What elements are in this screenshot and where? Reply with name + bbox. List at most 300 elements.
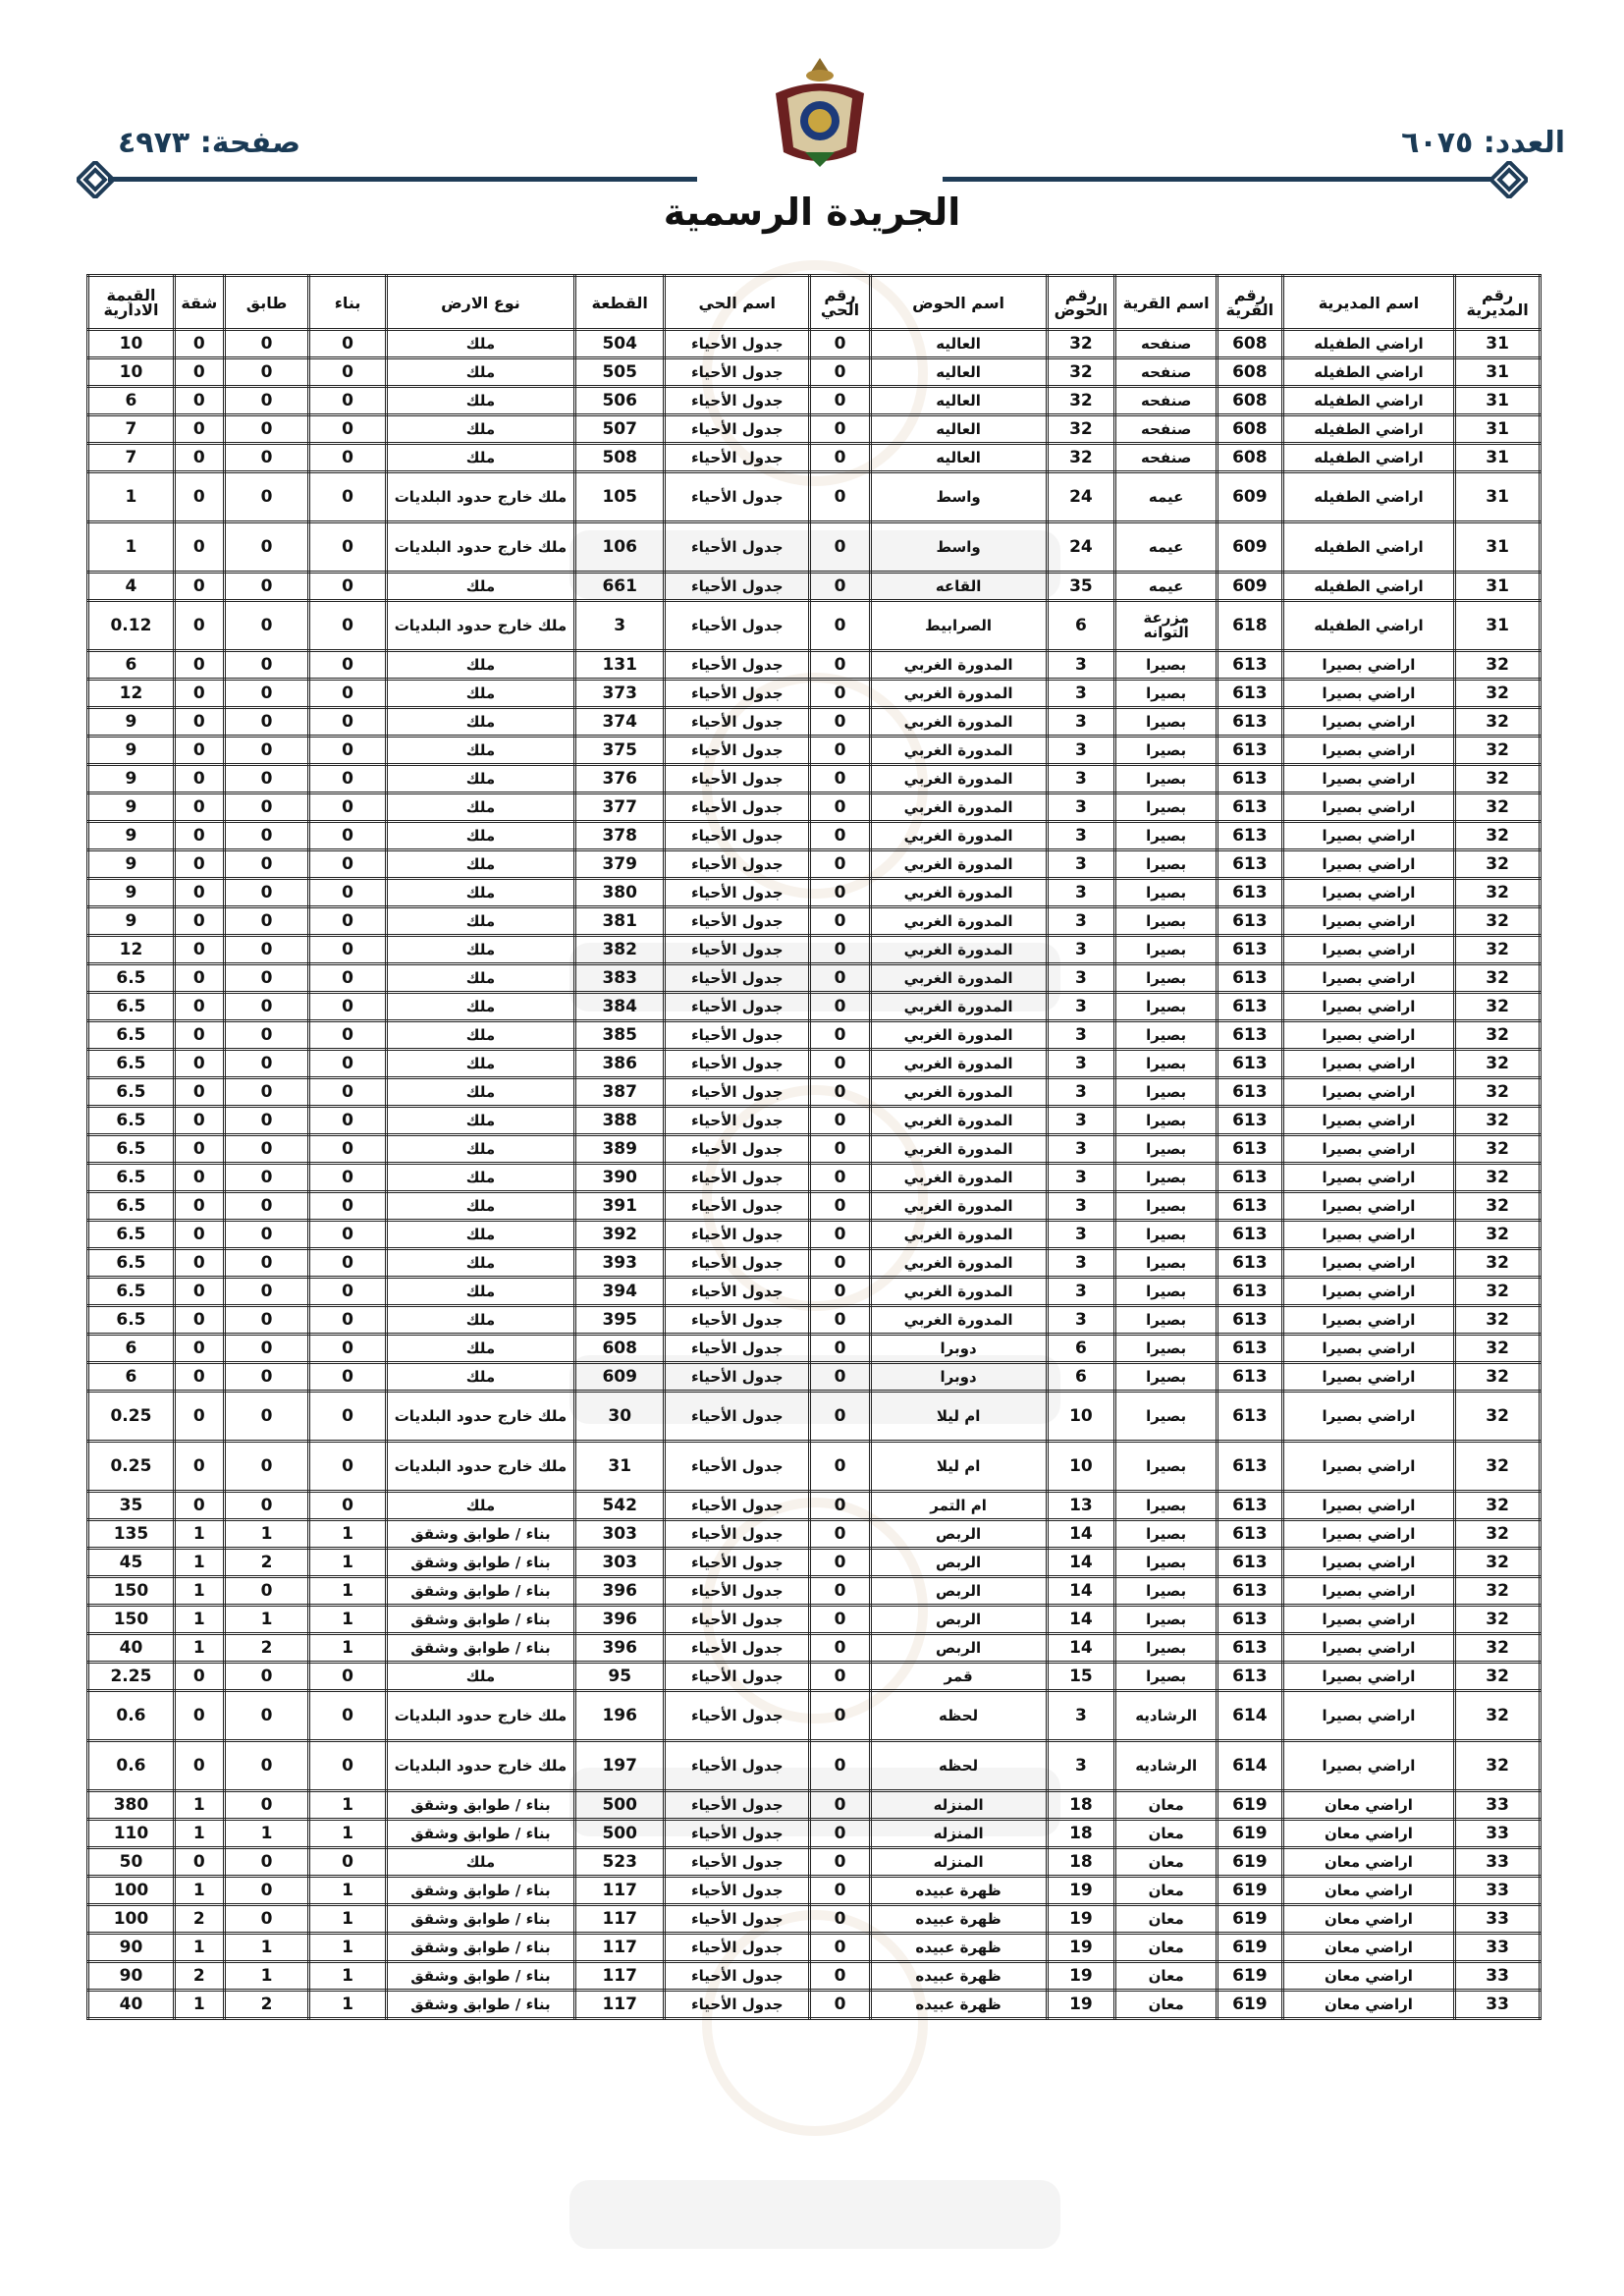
- table-cell: 31: [1455, 444, 1541, 472]
- table-cell: 7: [88, 444, 175, 472]
- table-cell: اراضي بصيرا: [1282, 1135, 1455, 1164]
- table-cell: 135: [88, 1520, 175, 1549]
- table-cell: 0: [810, 1492, 870, 1520]
- table-cell: ملك: [386, 964, 575, 993]
- table-cell: 0: [810, 1335, 870, 1363]
- table-cell: 0: [309, 1164, 386, 1192]
- table-cell: 0: [224, 415, 309, 444]
- table-cell: 0: [810, 737, 870, 765]
- table-row: [88, 993, 1541, 1021]
- table-cell: 32: [1455, 1520, 1541, 1549]
- table-cell: اراضي الطفيله: [1282, 472, 1455, 522]
- table-cell: 0: [810, 850, 870, 879]
- table-cell: اراضي بصيرا: [1282, 879, 1455, 907]
- table-cell: 619: [1218, 1877, 1283, 1905]
- table-cell: اراضي الطفيله: [1282, 387, 1455, 415]
- table-cell: العاليه: [870, 444, 1047, 472]
- table-cell: ملك: [386, 708, 575, 737]
- table-cell: 1: [224, 1934, 309, 1962]
- table-cell: اراضي بصيرا: [1282, 793, 1455, 822]
- table-cell: 0.25: [88, 1442, 175, 1492]
- table-cell: بصيرا: [1115, 1306, 1218, 1335]
- table-cell: 0: [309, 415, 386, 444]
- table-cell: اراضي بصيرا: [1282, 1221, 1455, 1249]
- table-cell: 381: [575, 907, 665, 936]
- table-cell: ملك: [386, 793, 575, 822]
- table-cell: الربص: [870, 1549, 1047, 1577]
- table-cell: بصيرا: [1115, 1221, 1218, 1249]
- table-cell: 0: [174, 415, 224, 444]
- table-cell: المدورة الغربي: [870, 1050, 1047, 1078]
- table-cell: الصرابيط: [870, 601, 1047, 651]
- table-cell: 385: [575, 1021, 665, 1050]
- table-cell: ملك: [386, 1050, 575, 1078]
- table-cell: 0: [174, 1392, 224, 1442]
- table-cell: 0: [309, 387, 386, 415]
- table-cell: 0: [224, 1078, 309, 1107]
- table-cell: 0: [810, 522, 870, 573]
- table-cell: 394: [575, 1278, 665, 1306]
- table-cell: اراضي بصيرا: [1282, 822, 1455, 850]
- table-cell: اراضي بصيرا: [1282, 993, 1455, 1021]
- table-cell: ملك: [386, 1663, 575, 1691]
- table-cell: صنفحه: [1115, 330, 1218, 358]
- table-cell: بصيرا: [1115, 680, 1218, 708]
- table-cell: 110: [88, 1820, 175, 1848]
- table-cell: 609: [575, 1363, 665, 1392]
- table-cell: قمر: [870, 1663, 1047, 1691]
- header-rule-right: [943, 177, 1492, 182]
- table-cell: 0: [174, 1278, 224, 1306]
- table-cell: 197: [575, 1741, 665, 1791]
- table-cell: 18: [1047, 1820, 1115, 1848]
- table-cell: 24: [1047, 472, 1115, 522]
- table-cell: 14: [1047, 1520, 1115, 1549]
- table-cell: 1: [224, 1962, 309, 1991]
- table-cell: 3: [1047, 1192, 1115, 1221]
- table-cell: 613: [1218, 680, 1283, 708]
- table-cell: 0: [174, 1249, 224, 1278]
- table-cell: 0: [810, 879, 870, 907]
- table-cell: 0: [224, 708, 309, 737]
- table-row: [88, 387, 1541, 415]
- table-cell: معان: [1115, 1905, 1218, 1934]
- table-cell: 1: [309, 1905, 386, 1934]
- table-cell: جدول الأحياء: [665, 472, 810, 522]
- column-header: اسم الحوض: [870, 276, 1047, 330]
- table-cell: 1: [224, 1820, 309, 1848]
- table-cell: 0: [309, 1442, 386, 1492]
- table-cell: ملك: [386, 415, 575, 444]
- table-cell: الرشاديه: [1115, 1741, 1218, 1791]
- table-cell: بصيرا: [1115, 1164, 1218, 1192]
- table-cell: لحظه: [870, 1741, 1047, 1791]
- table-cell: ملك: [386, 1848, 575, 1877]
- table-cell: 383: [575, 964, 665, 993]
- table-cell: 2: [174, 1962, 224, 1991]
- table-cell: 0: [309, 1278, 386, 1306]
- table-cell: 0: [309, 330, 386, 358]
- table-cell: 1: [309, 1634, 386, 1663]
- table-cell: 14: [1047, 1577, 1115, 1606]
- table-cell: 0: [174, 1135, 224, 1164]
- table-cell: اراضي الطفيله: [1282, 601, 1455, 651]
- table-row: [88, 850, 1541, 879]
- table-cell: بناء / طوابق وشقق: [386, 1549, 575, 1577]
- table-cell: ملك: [386, 330, 575, 358]
- table-cell: 0: [174, 651, 224, 680]
- table-cell: جدول الأحياء: [665, 1050, 810, 1078]
- table-cell: 32: [1455, 1306, 1541, 1335]
- table-cell: 0: [174, 573, 224, 601]
- table-cell: 0: [810, 1820, 870, 1848]
- table-cell: 0: [224, 765, 309, 793]
- table-cell: 608: [1218, 387, 1283, 415]
- table-cell: 0: [810, 1691, 870, 1741]
- table-cell: 0: [309, 765, 386, 793]
- table-cell: 0: [309, 850, 386, 879]
- table-cell: 0: [810, 358, 870, 387]
- table-row: [88, 1791, 1541, 1820]
- table-cell: 1: [174, 1820, 224, 1848]
- table-row: [88, 708, 1541, 737]
- table-cell: ملك: [386, 358, 575, 387]
- table-cell: 661: [575, 573, 665, 601]
- table-cell: 6: [1047, 601, 1115, 651]
- table-cell: 2: [224, 1549, 309, 1577]
- table-cell: 32: [1047, 415, 1115, 444]
- table-cell: جدول الأحياء: [665, 387, 810, 415]
- table-cell: 0: [810, 765, 870, 793]
- table-cell: جدول الأحياء: [665, 415, 810, 444]
- table-cell: صنفحه: [1115, 387, 1218, 415]
- table-cell: المدورة الغربي: [870, 708, 1047, 737]
- table-cell: اراضي بصيرا: [1282, 1392, 1455, 1442]
- table-cell: 613: [1218, 1107, 1283, 1135]
- table-cell: بصيرا: [1115, 993, 1218, 1021]
- table-cell: جدول الأحياء: [665, 993, 810, 1021]
- table-cell: جدول الأحياء: [665, 1791, 810, 1820]
- table-cell: 30: [575, 1392, 665, 1442]
- table-cell: المدورة الغربي: [870, 737, 1047, 765]
- table-cell: 393: [575, 1249, 665, 1278]
- table-cell: 0: [810, 993, 870, 1021]
- table-cell: 32: [1455, 964, 1541, 993]
- table-cell: 1: [309, 1934, 386, 1962]
- table-cell: 32: [1047, 330, 1115, 358]
- table-cell: 32: [1455, 993, 1541, 1021]
- column-header: اسم الحي: [665, 276, 810, 330]
- table-cell: 613: [1218, 993, 1283, 1021]
- table-cell: 0: [810, 1877, 870, 1905]
- table-cell: 374: [575, 708, 665, 737]
- table-cell: 0: [224, 1363, 309, 1392]
- table-cell: 3: [1047, 651, 1115, 680]
- table-cell: ظهرة عبيده: [870, 1905, 1047, 1934]
- table-cell: ام ليلا: [870, 1392, 1047, 1442]
- column-header: رقم المديرية: [1455, 276, 1541, 330]
- table-cell: اراضي بصيرا: [1282, 1050, 1455, 1078]
- table-cell: 0: [224, 1791, 309, 1820]
- table-cell: 0: [174, 444, 224, 472]
- table-cell: جدول الأحياء: [665, 601, 810, 651]
- table-row: [88, 1192, 1541, 1221]
- table-cell: ملك: [386, 1164, 575, 1192]
- table-cell: 0: [309, 1192, 386, 1221]
- table-cell: 613: [1218, 1335, 1283, 1363]
- table-cell: 33: [1455, 1962, 1541, 1991]
- table-row: [88, 1741, 1541, 1791]
- table-cell: 10: [88, 330, 175, 358]
- table-cell: 6: [1047, 1335, 1115, 1363]
- table-cell: بصيرا: [1115, 1606, 1218, 1634]
- table-cell: ملك خارج حدود البلديات: [386, 522, 575, 573]
- table-cell: 31: [575, 1442, 665, 1492]
- table-cell: المدورة الغربي: [870, 964, 1047, 993]
- table-cell: معان: [1115, 1877, 1218, 1905]
- table-cell: 1: [174, 1606, 224, 1634]
- table-cell: 3: [1047, 737, 1115, 765]
- table-cell: جدول الأحياء: [665, 1848, 810, 1877]
- table-cell: 0: [224, 387, 309, 415]
- table-cell: 376: [575, 765, 665, 793]
- table-cell: 32: [1455, 1050, 1541, 1078]
- table-cell: 613: [1218, 737, 1283, 765]
- table-cell: جدول الأحياء: [665, 1877, 810, 1905]
- table-cell: 613: [1218, 964, 1283, 993]
- table-cell: 18: [1047, 1791, 1115, 1820]
- table-cell: جدول الأحياء: [665, 1934, 810, 1962]
- table-cell: جدول الأحياء: [665, 1520, 810, 1549]
- table-cell: 0: [224, 850, 309, 879]
- table-cell: 0: [309, 1249, 386, 1278]
- column-header: اسم المديرية: [1282, 276, 1455, 330]
- table-row: [88, 1934, 1541, 1962]
- table-cell: 32: [1047, 444, 1115, 472]
- table-cell: 6.5: [88, 1249, 175, 1278]
- table-cell: جدول الأحياء: [665, 651, 810, 680]
- table-cell: 32: [1455, 1549, 1541, 1577]
- table-cell: 1: [174, 1549, 224, 1577]
- table-cell: ظهرة عبيده: [870, 1934, 1047, 1962]
- table-cell: 1: [309, 1820, 386, 1848]
- table-cell: 609: [1218, 522, 1283, 573]
- table-cell: 613: [1218, 907, 1283, 936]
- table-cell: ملك: [386, 1363, 575, 1392]
- table-cell: 6.5: [88, 1107, 175, 1135]
- table-cell: 0: [224, 1164, 309, 1192]
- table-cell: 0: [309, 907, 386, 936]
- table-cell: المدورة الغربي: [870, 850, 1047, 879]
- table-cell: 9: [88, 879, 175, 907]
- table-cell: واسط: [870, 522, 1047, 573]
- table-cell: 508: [575, 444, 665, 472]
- table-cell: المدورة الغربي: [870, 1192, 1047, 1221]
- table-cell: 0: [174, 993, 224, 1021]
- table-cell: 2: [174, 1905, 224, 1934]
- table-cell: 32: [1455, 1691, 1541, 1741]
- table-cell: 196: [575, 1691, 665, 1741]
- table-cell: اراضي الطفيله: [1282, 444, 1455, 472]
- table-cell: 106: [575, 522, 665, 573]
- table-cell: 1: [224, 1520, 309, 1549]
- table-cell: بصيرا: [1115, 1520, 1218, 1549]
- table-cell: المدورة الغربي: [870, 680, 1047, 708]
- table-cell: 32: [1455, 1278, 1541, 1306]
- table-cell: 6.5: [88, 1278, 175, 1306]
- table-cell: جدول الأحياء: [665, 1107, 810, 1135]
- table-cell: 32: [1455, 850, 1541, 879]
- table-row: [88, 1492, 1541, 1520]
- table-cell: المنزله: [870, 1820, 1047, 1848]
- table-cell: لحظه: [870, 1691, 1047, 1741]
- table-cell: ملك خارج حدود البلديات: [386, 1691, 575, 1741]
- table-cell: 0: [810, 444, 870, 472]
- table-cell: 32: [1455, 765, 1541, 793]
- table-body: [88, 330, 1541, 2019]
- table-cell: 0.25: [88, 1392, 175, 1442]
- table-cell: 131: [575, 651, 665, 680]
- table-cell: ملك: [386, 1221, 575, 1249]
- table-cell: 608: [1218, 330, 1283, 358]
- table-cell: 608: [575, 1335, 665, 1363]
- table-cell: 619: [1218, 1905, 1283, 1934]
- table-cell: 32: [1455, 1078, 1541, 1107]
- table-cell: 3: [1047, 1306, 1115, 1335]
- table-cell: 613: [1218, 1021, 1283, 1050]
- table-cell: 0: [309, 1050, 386, 1078]
- table-cell: 0: [810, 387, 870, 415]
- table-cell: 0: [309, 1392, 386, 1442]
- table-cell: 45: [88, 1549, 175, 1577]
- table-cell: العاليه: [870, 330, 1047, 358]
- table-cell: ملك: [386, 907, 575, 936]
- table-row: [88, 522, 1541, 573]
- table-cell: 613: [1218, 1192, 1283, 1221]
- table-cell: 0: [810, 1741, 870, 1791]
- table-cell: جدول الأحياء: [665, 1392, 810, 1442]
- table-cell: 0: [309, 1663, 386, 1691]
- table-cell: ام ليلا: [870, 1442, 1047, 1492]
- table-cell: اراضي بصيرا: [1282, 765, 1455, 793]
- header-row: [88, 276, 1541, 330]
- table-cell: 32: [1455, 1363, 1541, 1392]
- table-cell: جدول الأحياء: [665, 1078, 810, 1107]
- table-cell: 3: [1047, 850, 1115, 879]
- table-cell: 1: [174, 1577, 224, 1606]
- table-cell: ملك: [386, 387, 575, 415]
- table-cell: بصيرا: [1115, 1363, 1218, 1392]
- table-cell: 619: [1218, 1820, 1283, 1848]
- table-cell: 150: [88, 1577, 175, 1606]
- column-header: رقم القرية: [1218, 276, 1283, 330]
- table-cell: 0: [309, 708, 386, 737]
- table-cell: اراضي معان: [1282, 1934, 1455, 1962]
- table-cell: المدورة الغربي: [870, 879, 1047, 907]
- table-cell: 0: [224, 1741, 309, 1791]
- table-cell: بصيرا: [1115, 1078, 1218, 1107]
- table-cell: 382: [575, 936, 665, 964]
- table-cell: 0: [224, 444, 309, 472]
- table-cell: 0: [224, 573, 309, 601]
- table-cell: بناء / طوابق وشقق: [386, 1991, 575, 2019]
- table-cell: 0: [309, 1363, 386, 1392]
- table-cell: 32: [1455, 1221, 1541, 1249]
- table-cell: 0: [810, 1577, 870, 1606]
- table-cell: 0: [309, 680, 386, 708]
- table-cell: 613: [1218, 1363, 1283, 1392]
- table-cell: 0: [224, 993, 309, 1021]
- table-cell: 0: [810, 415, 870, 444]
- table-cell: اراضي بصيرا: [1282, 1741, 1455, 1791]
- table-cell: اراضي معان: [1282, 1791, 1455, 1820]
- table-cell: 1: [309, 1520, 386, 1549]
- table-cell: 613: [1218, 1520, 1283, 1549]
- table-cell: 9: [88, 822, 175, 850]
- table-cell: 4: [88, 573, 175, 601]
- table-cell: 0: [309, 1691, 386, 1741]
- table-cell: ملك خارج حدود البلديات: [386, 1392, 575, 1442]
- table-cell: 32: [1455, 1021, 1541, 1050]
- table-cell: بصيرا: [1115, 1634, 1218, 1663]
- header-rule-left: [108, 177, 697, 182]
- page-number: صفحة: ٤٩٧٣: [118, 126, 301, 160]
- table-row: [88, 1634, 1541, 1663]
- table-cell: جدول الأحياء: [665, 879, 810, 907]
- table-cell: 32: [1455, 680, 1541, 708]
- table-cell: جدول الأحياء: [665, 1663, 810, 1691]
- table-cell: 7: [88, 415, 175, 444]
- table-row: [88, 1164, 1541, 1192]
- table-cell: المدورة الغربي: [870, 1021, 1047, 1050]
- table-cell: 0: [810, 680, 870, 708]
- table-cell: 613: [1218, 1577, 1283, 1606]
- table-cell: المدورة الغربي: [870, 1306, 1047, 1335]
- table-cell: 0: [174, 793, 224, 822]
- table-cell: 0: [224, 936, 309, 964]
- table-cell: 32: [1455, 1107, 1541, 1135]
- table-cell: 523: [575, 1848, 665, 1877]
- table-row: [88, 573, 1541, 601]
- table-cell: 619: [1218, 1934, 1283, 1962]
- table-cell: 6.5: [88, 1021, 175, 1050]
- table-cell: 1: [309, 1877, 386, 1905]
- table-cell: 1: [309, 1577, 386, 1606]
- table-cell: 0: [174, 1335, 224, 1363]
- table-cell: 389: [575, 1135, 665, 1164]
- table-cell: القاعه: [870, 573, 1047, 601]
- column-header: رقم الحي: [810, 276, 870, 330]
- table-cell: معان: [1115, 1991, 1218, 2019]
- table-cell: 6.5: [88, 1221, 175, 1249]
- table-cell: 32: [1047, 358, 1115, 387]
- table-cell: 2: [224, 1634, 309, 1663]
- table-cell: 0: [174, 472, 224, 522]
- table-cell: جدول الأحياء: [665, 1741, 810, 1791]
- table-row: [88, 1249, 1541, 1278]
- table-cell: ملك خارج حدود البلديات: [386, 601, 575, 651]
- table-cell: 6.5: [88, 1164, 175, 1192]
- table-cell: 9: [88, 765, 175, 793]
- table-cell: 0: [309, 1848, 386, 1877]
- table-cell: ملك: [386, 1135, 575, 1164]
- table-cell: ملك: [386, 1078, 575, 1107]
- table-cell: اراضي بصيرا: [1282, 1663, 1455, 1691]
- table-cell: 0: [810, 1392, 870, 1442]
- table-cell: 0: [224, 1192, 309, 1221]
- table-cell: صنفحه: [1115, 444, 1218, 472]
- table-cell: 3: [1047, 1021, 1115, 1050]
